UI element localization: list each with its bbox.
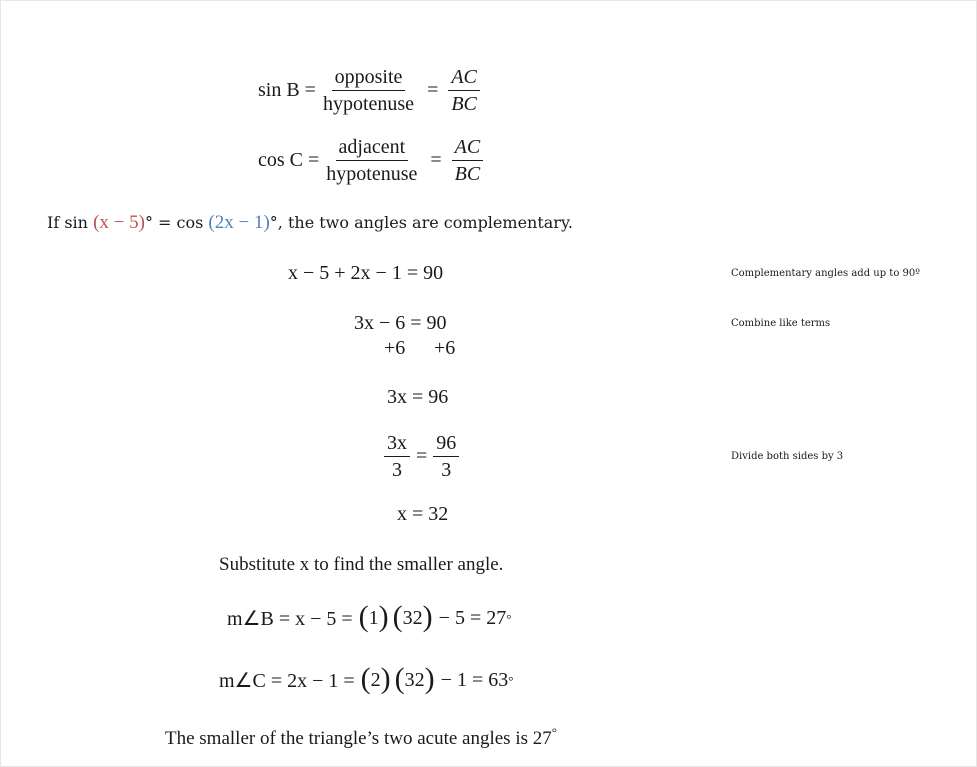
step-4-note: Divide both sides by 3 (731, 451, 844, 462)
sin-denominator-side: BC (451, 93, 477, 115)
cos-fraction-sides (452, 136, 484, 185)
conclusion-text (165, 724, 557, 750)
step-2-add-right: +6 (434, 337, 456, 359)
step-4-right-fraction (433, 432, 459, 481)
cos-definition (258, 136, 487, 185)
cos-equals: = (430, 149, 442, 171)
sin-equals: = (427, 79, 439, 101)
premise-degree-2: ° (269, 213, 278, 232)
angle-c-close-paren-1: ) (380, 661, 391, 695)
step-4-left-denominator: 3 (392, 459, 402, 481)
angle-c-factor-2: 32 (404, 669, 425, 691)
angle-c-rhs: − 1 = 63 (440, 669, 509, 691)
angle-b-factor-2: 32 (402, 607, 423, 629)
sin-numerator-words: opposite (332, 66, 406, 91)
cos-denominator-side: BC (454, 163, 481, 185)
angle-c-lhs: m∠C = 2x − 1 = (219, 670, 355, 692)
angle-c-open-paren-1: ( (360, 661, 371, 695)
premise-prefix: If sin (47, 213, 88, 232)
step-4-right-numerator: 96 (433, 432, 459, 457)
angle-b-equation: m∠B = x − 5 = ( 1 ) ( 32 ) − 5 = 27 ° (227, 599, 512, 633)
step-4-equals: = (416, 445, 428, 467)
sin-fraction-sides (448, 66, 480, 115)
premise-degree-1: ° (144, 213, 153, 232)
sin-fraction-words (320, 66, 417, 115)
premise-arg-cos: (2x − 1) (208, 212, 270, 233)
step-3-equation: 3x = 96 (387, 386, 449, 408)
premise-arg-sin: (x − 5) (93, 212, 145, 233)
cos-denominator-words: hypotenuse (326, 163, 418, 185)
sin-lhs: sin B = (258, 79, 316, 101)
premise-mid: = cos (152, 213, 209, 232)
step-1-equation: x − 5 + 2x − 1 = 90 (288, 262, 444, 284)
sin-definition (258, 66, 484, 115)
angle-b-open-paren-2: ( (392, 599, 403, 633)
conclusion-sentence: The smaller of the triangle’s two acute angles is 27 (165, 728, 552, 749)
angle-c-close-paren-2: ) (424, 661, 435, 695)
sin-numerator-side: AC (448, 66, 480, 91)
step-2-equation: 3x − 6 = 90 (354, 312, 447, 334)
angle-b-close-paren-2: ) (422, 599, 433, 633)
angle-c-factor-1: 2 (370, 669, 381, 691)
conclusion-degree: ° (551, 724, 557, 740)
step-4-equation (380, 432, 463, 481)
step-4-left-fraction (384, 432, 410, 481)
angle-b-factor-1: 1 (368, 607, 379, 629)
cos-numerator-words: adjacent (336, 136, 409, 161)
premise-suffix: , the two angles are complementary. (277, 213, 573, 232)
substitute-text: Substitute x to find the smaller angle. (219, 554, 504, 575)
angle-c-equation: m∠C = 2x − 1 = ( 2 ) ( 32 ) − 1 = 63 ° (219, 661, 514, 695)
angle-b-rhs: − 5 = 27 (438, 607, 507, 629)
angle-c-open-paren-2: ( (394, 661, 405, 695)
cos-lhs: cos C = (258, 149, 320, 171)
premise-sentence (47, 212, 573, 234)
step-4-right-denominator: 3 (441, 459, 452, 481)
step-2-note: Combine like terms (731, 318, 831, 329)
angle-b-open-paren-1: ( (358, 599, 369, 633)
sin-denominator-words: hypotenuse (322, 93, 415, 115)
cos-fraction-words (323, 136, 420, 185)
cos-numerator-side: AC (452, 136, 484, 161)
step-1-note: Complementary angles add up to 90º (731, 268, 920, 279)
angle-b-close-paren-1: ) (378, 599, 389, 633)
angle-b-lhs: m∠B = x − 5 = (227, 608, 353, 630)
step-4-left-numerator: 3x (384, 432, 410, 457)
step-2-add-left: +6 (384, 337, 406, 359)
step-5-equation: x = 32 (397, 503, 449, 525)
